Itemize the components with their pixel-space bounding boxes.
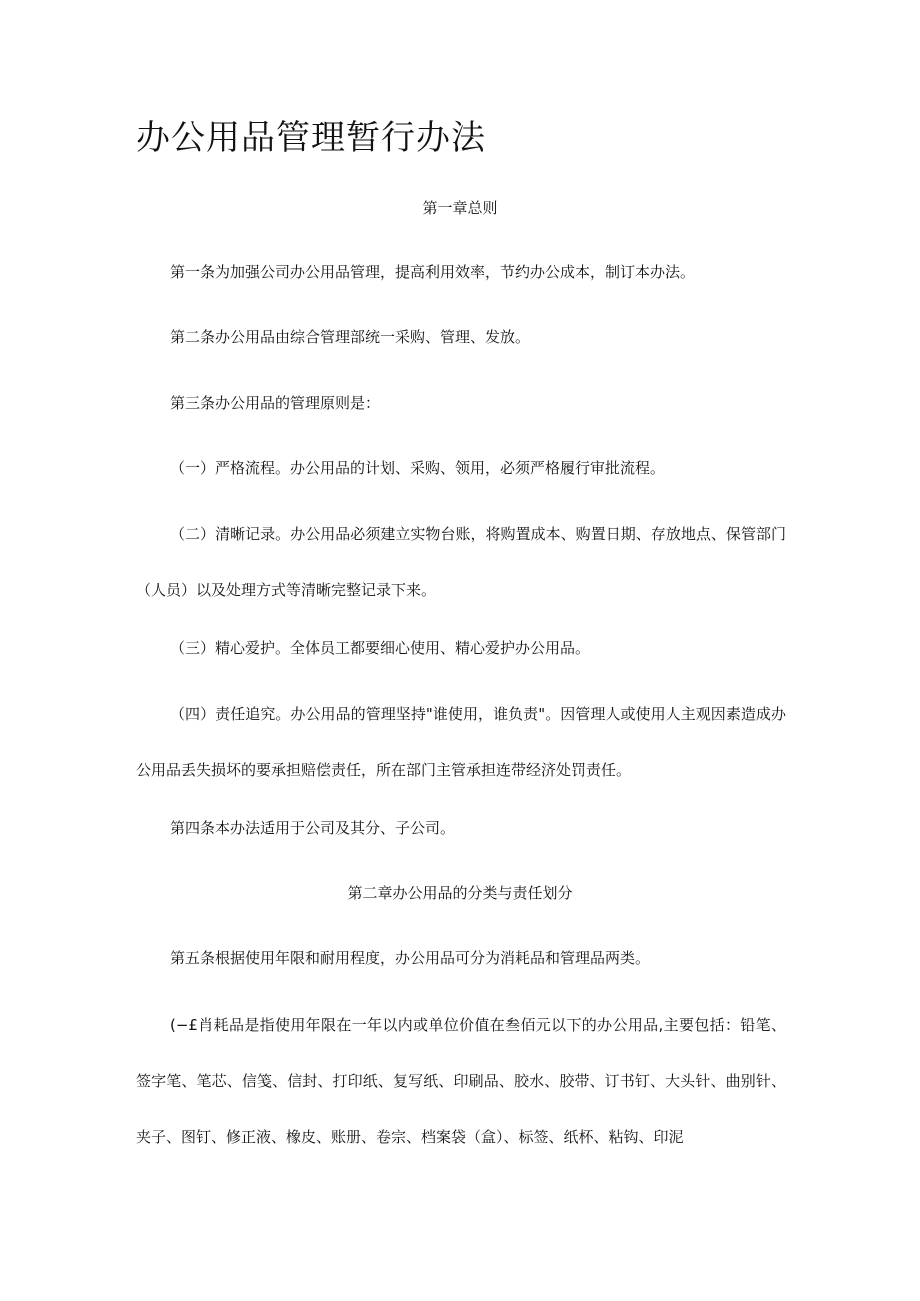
article-3: 第三条办公用品的管理原则是： <box>170 394 381 412</box>
principle-2: （二）清晰记录。办公用品必须建立实物台账，将购置成本、购置日期、存放地点、保管部门（人员）以及处理方式等清晰完整记录下来。 <box>136 525 786 599</box>
consumables-definition: (−£肖耗品是指使用年限在一年以内或单位价值在叁佰元以下的办公用品,主要包括：铅笔、签字笔、笔芯、信笺、信封、打印纸、复写纸、印刷品、胶水、胶带、订书钉、大头针、曲别针、夹子、图钉、修正液、橡皮、账册、卷宗、档案袋（盒）、标签、纸杯、粘钩、印泥 <box>136 1016 786 1146</box>
article-1: 第一条为加强公司办公用品管理，提高利用效率，节约办公成本，制订本办法。 <box>170 263 696 281</box>
document-title: 办公用品管理暂行办法 <box>136 118 486 158</box>
principle-3: （三）精心爱护。全体员工都要细心使用、精心爱护办公用品。 <box>170 639 591 657</box>
article-5: 第五条根据使用年限和耐用程度，办公用品可分为消耗品和管理品两类。 <box>170 949 651 967</box>
principle-4: （四）责任追究。办公用品的管理坚持"谁使用，谁负责"。因管理人或使用人主观因素造成办公用品丢失损坏的要承担赔偿责任，所在部门主管承担连带经济处罚责任。 <box>136 705 786 779</box>
article-4: 第四条本办法适用于公司及其分、子公司。 <box>170 819 456 837</box>
chapter-1-heading: 第一章总则 <box>422 199 498 217</box>
principle-1: （一）严格流程。办公用品的计划、采购、领用，必须严格履行审批流程。 <box>170 459 666 477</box>
chapter-2-heading: 第二章办公用品的分类与责任划分 <box>347 884 573 902</box>
article-2: 第二条办公用品由综合管理部统一采购、管理、发放。 <box>170 328 531 346</box>
